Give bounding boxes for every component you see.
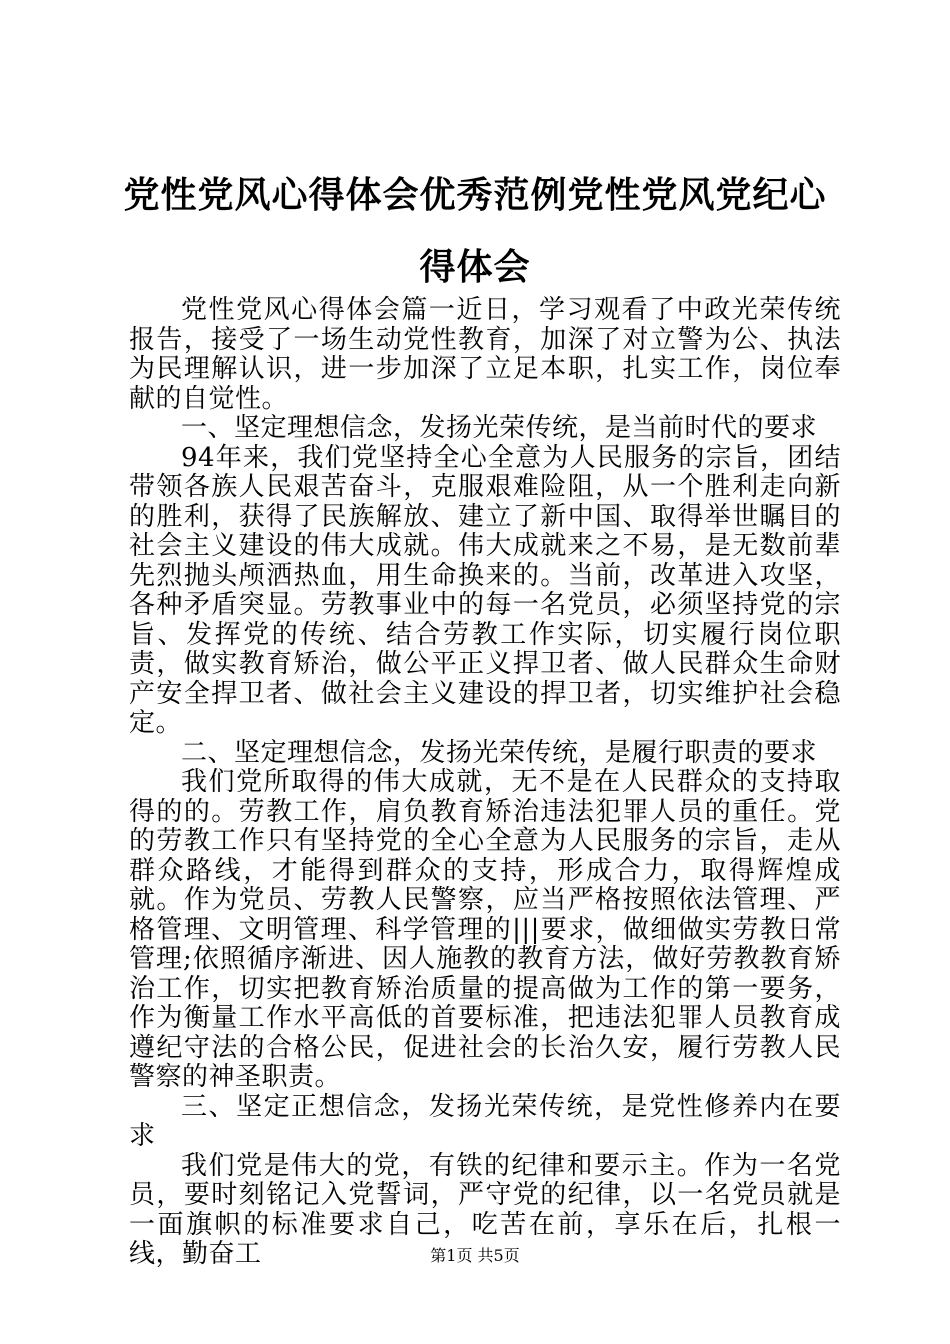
page-number-footer: 第1页 共5页	[430, 1246, 520, 1265]
intro-paragraph: 党性党风心得体会篇一近日，学习观看了中政光荣传统报告，接受了一场生动党性教育，加深了对立警为公、执法为民理解认识，进一步加深了立足本职，扎实工作，岗位奉献的自觉性。	[129, 295, 841, 414]
section-heading-3: 三、坚定正想信念，发扬光荣传统，是党性修养内在要求	[129, 1091, 841, 1151]
body-paragraph: 我们党是伟大的党，有铁的纪律和要示主。作为一名党员，要时刻铭记入党誓词，严守党的纪律，以一名党员就是一面旗帜的标准要求自己，吃苦在前，享乐在后，扎根一线，勤奋工	[129, 1150, 841, 1269]
body-paragraph: 我们党所取得的伟大成就，无不是在人民群众的支持取得的的。劳教工作，肩负教育矫治违法犯罪人员的重任。党的劳教工作只有坚持党的全心全意为人民服务的宗旨，走从群众路线，才能得到群众的支持，形成合力，取得辉煌成就。作为党员、劳教人民警察，应当严格按照依法管理、严格管理、文明管理、科学管理的|||要求，做细做实劳教日常管理;依照循序渐进、因人施教的教育方法，做好劳教教育矫治工作，切实把教育矫治质量的提高做为工作的第一要务，作为衡量工作水平高低的首要标准，把违法犯罪人员教育成遵纪守法的合格公民，促进社会的长治久安，履行劳教人民警察的神圣职责。	[129, 767, 841, 1092]
section-heading-2: 二、坚定理想信念，发扬光荣传统，是履行职责的要求	[181, 737, 818, 768]
document-body	[129, 296, 841, 1270]
document-title: 党性党风心得体会优秀范例党性党风党纪心得体会	[123, 175, 827, 288]
body-paragraph: 94年来，我们党坚持全心全意为人民服务的宗旨，团结带领各族人民艰苦奋斗，克服艰难险阻，从一个胜利走向新的胜利，获得了民族解放、建立了新中国、取得举世瞩目的社会主义建设的伟大成就。伟大成就来之不易，是无数前辈先烈抛头颅洒热血，用生命换来的。当前，改革进入攻坚，各种矛盾突显。劳教事业中的每一名党员，必须坚持党的宗旨、发挥党的传统、结合劳教工作实际，切实履行岗位职责，做实教育矫治，做公平正义捍卫者、做人民群众生命财产安全捍卫者、做社会主义建设的捍卫者，切实维护社会稳定。	[129, 442, 841, 738]
section-heading-1: 一、坚定理想信念，发扬光荣传统，是当前时代的要求	[181, 413, 818, 443]
